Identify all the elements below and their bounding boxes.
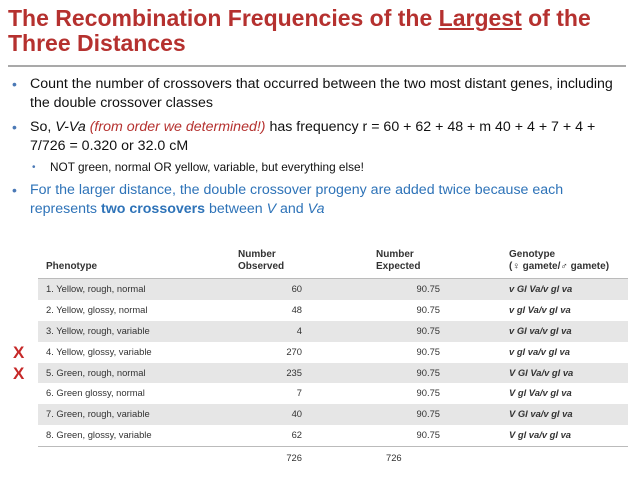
bullet-2-italic: V-Va bbox=[55, 119, 86, 135]
header-phenotype: Phenotype bbox=[46, 261, 98, 272]
header-expected-line2: Expected bbox=[376, 261, 421, 272]
title-suffix: of the Three Distances bbox=[8, 5, 591, 56]
row-observed: 40 bbox=[291, 408, 302, 420]
row-genotype: V gl va/v gl va bbox=[509, 429, 572, 441]
row-phenotype: 2. Yellow, glossy, normal bbox=[46, 303, 148, 315]
row-phenotype: 6. Green glossy, normal bbox=[46, 387, 145, 399]
row-expected: 90.75 bbox=[416, 345, 440, 357]
total-expected: 726 bbox=[386, 452, 402, 464]
row-genotype: V Gl Va/v gl va bbox=[509, 366, 574, 378]
row-genotype: v Gl va/v gl va bbox=[509, 324, 572, 336]
header-genotype-line2: (♀ gamete/♂ gamete) bbox=[509, 261, 610, 272]
row-phenotype: 5. Green, rough, normal bbox=[46, 366, 146, 378]
row-genotype: V gl Va/v gl va bbox=[509, 387, 572, 399]
row-phenotype: 3. Yellow, rough, variable bbox=[46, 324, 150, 336]
title-prefix: The Recombination Frequencies of the bbox=[8, 5, 439, 31]
bullet-dot: • bbox=[12, 182, 17, 198]
row-genotype: v gl Va/v gl va bbox=[509, 303, 571, 315]
table-row bbox=[38, 404, 628, 425]
header-expected-line1: Number bbox=[376, 249, 414, 260]
row-observed: 60 bbox=[291, 283, 302, 294]
sub-bullet-1 bbox=[10, 159, 628, 176]
row-observed: 62 bbox=[291, 429, 302, 441]
row-observed: 48 bbox=[291, 303, 302, 315]
row-expected: 90.75 bbox=[416, 324, 440, 336]
table-row bbox=[38, 425, 628, 446]
header-observed-line1: Number bbox=[238, 249, 276, 260]
header-genotype bbox=[509, 249, 609, 273]
bullet-2-prefix: So, bbox=[30, 119, 56, 135]
cross-mark-row-4: X bbox=[13, 343, 25, 362]
bullet-dot: • bbox=[12, 76, 17, 92]
row-observed: 270 bbox=[286, 345, 302, 357]
bullet-3-mid: between bbox=[205, 201, 267, 217]
bullet-list bbox=[10, 75, 628, 224]
table-row bbox=[38, 321, 628, 342]
bullet-dot: • bbox=[12, 119, 17, 135]
table-totals bbox=[38, 446, 628, 469]
table-row bbox=[38, 383, 628, 404]
bullet-3-va: Va bbox=[307, 201, 325, 217]
row-expected: 90.75 bbox=[416, 408, 440, 420]
row-observed: 235 bbox=[286, 366, 302, 378]
total-observed: 726 bbox=[286, 452, 302, 464]
title-divider bbox=[8, 65, 626, 67]
row-expected: 90.75 bbox=[416, 429, 440, 441]
row-phenotype: 1. Yellow, rough, normal bbox=[46, 283, 146, 294]
row-genotype: v Gl Va/v gl va bbox=[509, 283, 573, 294]
header-observed bbox=[238, 249, 284, 273]
bullet-3-and: and bbox=[276, 201, 308, 217]
row-expected: 90.75 bbox=[416, 283, 440, 294]
row-expected: 90.75 bbox=[416, 366, 440, 378]
sub-bullet-1-text: NOT green, normal OR yellow, variable, but everything else! bbox=[50, 160, 364, 174]
row-phenotype: 8. Green, glossy, variable bbox=[46, 429, 152, 441]
row-expected: 90.75 bbox=[416, 387, 440, 399]
row-phenotype: 7. Green, rough, variable bbox=[46, 408, 150, 420]
slide-title bbox=[8, 6, 628, 56]
bullet-3 bbox=[10, 181, 628, 219]
header-genotype-line1: Genotype bbox=[509, 249, 556, 260]
table-row bbox=[38, 279, 628, 300]
table-row bbox=[38, 300, 628, 321]
bullet-2-note: (from order we determined!) bbox=[85, 119, 266, 135]
table-body bbox=[38, 279, 628, 446]
title-underlined: Largest bbox=[438, 5, 522, 31]
bullet-3-v: V bbox=[266, 201, 277, 217]
bullet-1 bbox=[10, 75, 628, 113]
bullet-3-prefix: For the larger distance, the double crossover progeny are added twice because each represents bbox=[30, 182, 564, 217]
row-genotype: v gl va/v gl va bbox=[509, 345, 570, 357]
table-row bbox=[38, 363, 628, 384]
row-phenotype: 4. Yellow, glossy, variable bbox=[46, 345, 152, 357]
header-observed-line2: Observed bbox=[238, 261, 285, 272]
bullet-2 bbox=[10, 118, 628, 156]
cross-mark-row-5: X bbox=[13, 364, 25, 383]
row-observed: 4 bbox=[296, 324, 302, 336]
table-row bbox=[38, 342, 628, 363]
bullet-3-bold: two crossovers bbox=[100, 201, 206, 217]
progeny-table bbox=[38, 246, 628, 469]
bullet-2-rest: has frequency r = 60 + 62 + 48 + m 40 + 4 + 7 + 4 + 7/726 = 0.320 or 32.0 cM bbox=[30, 119, 596, 154]
table-header bbox=[38, 246, 628, 279]
row-observed: 7 bbox=[296, 387, 302, 399]
header-expected bbox=[376, 249, 420, 273]
row-expected: 90.75 bbox=[416, 303, 440, 315]
row-genotype: V Gl va/v gl va bbox=[509, 408, 573, 420]
sub-bullet-dot: • bbox=[32, 162, 36, 173]
bullet-1-text: Count the number of crossovers that occurred between the two most distant genes, including the double crossover classes bbox=[30, 76, 613, 111]
